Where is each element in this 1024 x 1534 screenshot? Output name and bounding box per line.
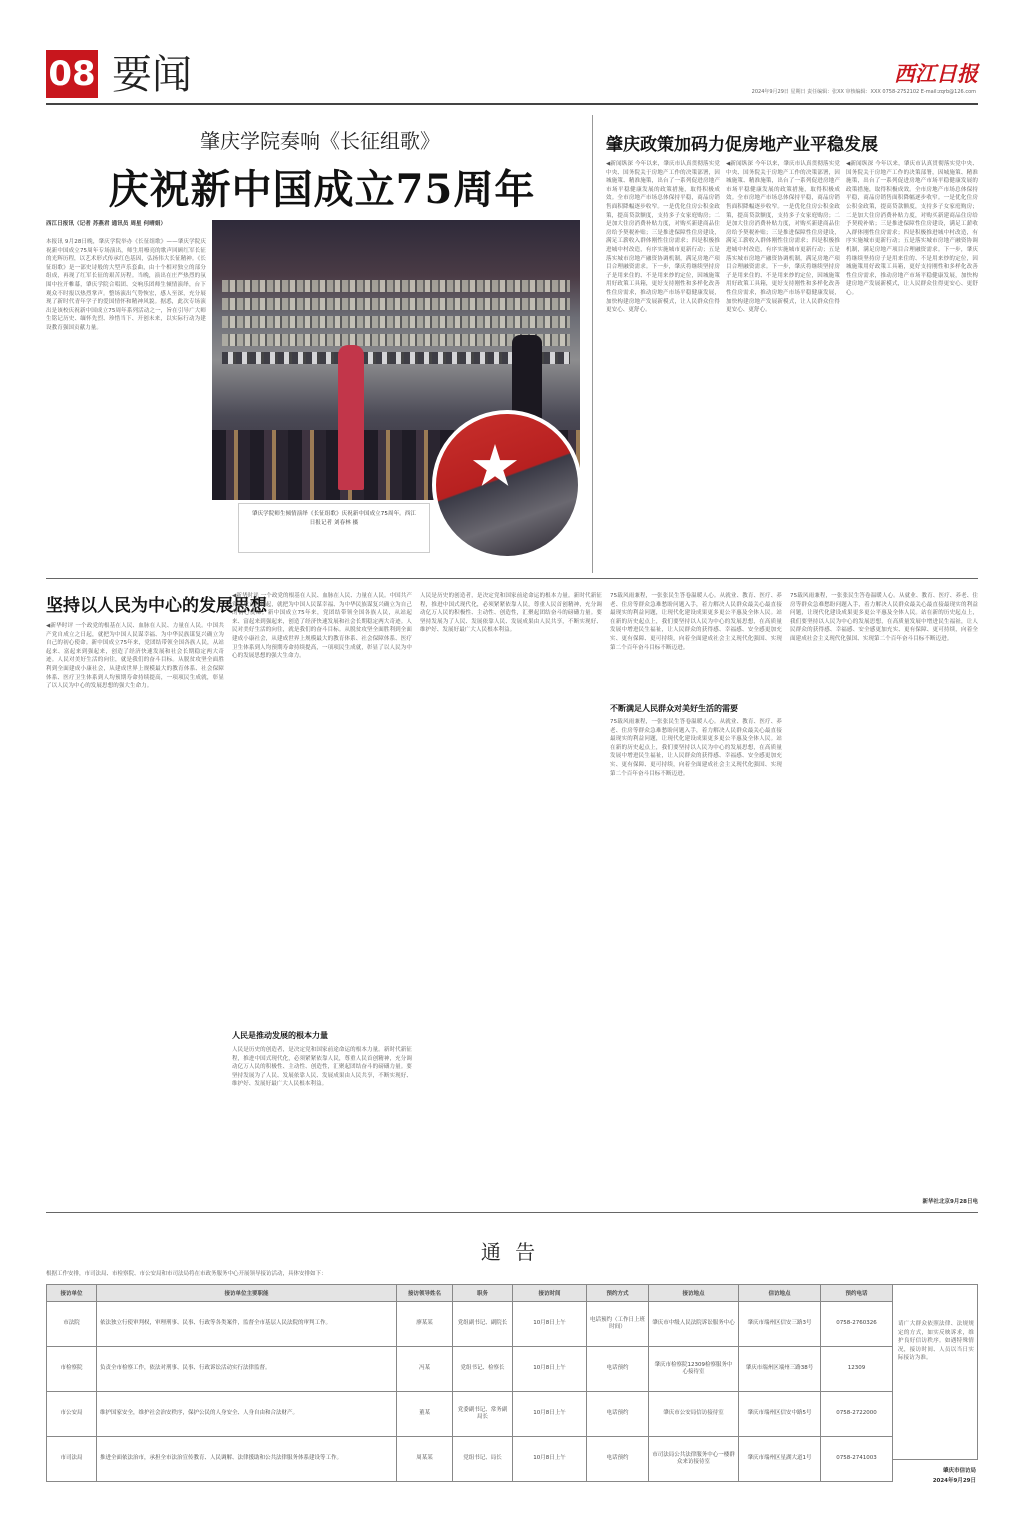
table-cell: 依法独立行使审判权，审理刑事、民事、行政等各类案件，监督全市基层人民法院的审判工作。: [97, 1302, 397, 1347]
flag-inset-photo: [432, 410, 582, 560]
table-cell: 负责全市检察工作，依法对刑事、民事、行政诉讼活动实行法律监督。: [97, 1347, 397, 1392]
article3-col1: ◀新华时评 一个政党的根基在人民、血脉在人民、力量在人民。中国共产党自成立之日起，就把为中国人民谋幸福、为中华民族谋复兴确立为自己的初心使命。新中国成立75年来，党团结带领全国各族人民，从站起来、富起来到强起来，创造了经济快速发展和社会长期稳定两大奇迹。人民对美好生活的向往，就是我们的奋斗目标。从脱贫攻坚全面胜利到全面建成小康社会，从建成世界上规模最大的教育体系、社会保障体系、医疗卫生体系到人均预期寿命持续提高，一项项民生成就，彰显了以人民为中心的发展思想的强大生命力。: [46, 623, 224, 690]
table-cell: 推进全面依法治市，承担全市法治宣传教育、人民调解、法律援助和公共法律服务体系建设等工作。: [97, 1437, 397, 1482]
masthead-rule: [46, 103, 978, 105]
table-row: [47, 1437, 893, 1482]
photo-caption: 肇庆学院师生倾情演绎《长征组歌》庆祝新中国成立75周年。西江日报记者 刘春林 摄: [251, 511, 416, 526]
table-cell: 肇庆市端州区信安中路5号: [739, 1392, 821, 1437]
table-cell: 10月8日上午: [513, 1347, 587, 1392]
table-cell: 10月8日上午: [513, 1392, 587, 1437]
article2-headline: 肇庆政策加码力促房地产业平稳发展: [606, 135, 878, 155]
table-cell: 党组书记、局长: [453, 1437, 513, 1482]
table-cell: 市检察院: [47, 1347, 97, 1392]
notice-intro: 根据工作安排，市司法局、市检察院、市公安局和市司法局将在市政务服务中心开展领导接访活动，具体安排如下：: [46, 1271, 327, 1277]
table-cell: 市法院: [47, 1302, 97, 1347]
section-rule-2: [46, 1212, 978, 1213]
notice-title: 通 告: [480, 1240, 540, 1264]
star-emblem-icon: [472, 444, 518, 490]
article3-col5: 75载风雨兼程，一张张民生答卷温暖人心。从就业、教育、医疗、养老、住房等群众急难愁盼问题入手，着力解决人民群众最关心最直接最现实的利益问题，让现代化建设成果更多更公平惠及全体人民。站在新的历史起点上，我们要坚持以人民为中心的发展思想，在高质量发展中增进民生福祉，让人民群众的获得感、幸福感、安全感更加充实、更有保障、更可持续，向着全面建成社会主义现代化强国、实现第二个百年奋斗目标不断迈进。: [790, 593, 978, 642]
article2-col3: ◀新闻纵深 今年以来，肇庆市认真贯彻落实党中央、国务院关于房地产工作的决策部署，因城施策、精准施策，出台了一系列促进房地产市场平稳健康发展的政策措施，取得积极成效。全市房地产市场总体保持平稳，商品房销售面积降幅逐步收窄。一是优化住房公积金政策，提高贷款额度，支持多子女家庭购房；二是加大住房消费补贴力度，对购买新建商品住房给予契税补贴；三是推进保障性住房建设，满足工薪收入群体刚性住房需求；四是积极推进城中村改造，有序实施城市更新行动；五是落实城市房地产融资协调机制，满足房地产项目合理融资需求。下一步，肇庆将继续坚持房子是用来住的、不是用来炒的定位，因城施策用好政策工具箱，更好支持刚性和多样化改善性住房需求，推动房地产市场平稳健康发展，加快构建房地产发展新模式，让人民群众住得更安心、更舒心。: [846, 161, 978, 296]
notice-issuer: 肇庆市信访局: [942, 1468, 976, 1474]
table-cell: 10月8日上午: [513, 1302, 587, 1347]
table-cell: 维护国家安全，维护社会治安秩序，保护公民的人身安全、人身自由和合法财产。: [97, 1392, 397, 1437]
table-cell: 党组副书记、副院长: [453, 1302, 513, 1347]
section-title: 要闻: [112, 52, 192, 98]
notice-table-wrap: [46, 1284, 892, 1482]
table-cell: 12309: [821, 1347, 893, 1392]
table-cell: 10月8日上午: [513, 1437, 587, 1482]
table-cell: 党组书记、检察长: [453, 1347, 513, 1392]
table-cell: 廖某某: [397, 1302, 453, 1347]
article3-subhead2: 不断满足人民群众对美好生活的需要: [610, 704, 738, 713]
table-cell: 市公安局: [47, 1392, 97, 1437]
article3-col3: 人民是历史的创造者，是决定党和国家前途命运的根本力量。新时代新征程，推进中国式现代化，必须紧紧依靠人民，尊重人民首创精神，充分调动亿万人民的积极性、主动性、创造性，汇聚起团结奋斗的磅礴力量。要坚持发展为了人民、发展依靠人民、发展成果由人民共享，不断实现好、维护好、发展好最广大人民根本利益。: [420, 593, 602, 634]
article1-headline: 庆祝新中国成立75周年: [108, 166, 536, 213]
table-cell: 肇庆市端州区端州三路38号: [739, 1347, 821, 1392]
article3-col2b: 人民是历史的创造者，是决定党和国家前途命运的根本力量。新时代新征程，推进中国式现代化，必须紧紧依靠人民，尊重人民首创精神，充分调动亿万人民的积极性、主动性、创造性，汇聚起团结奋斗的磅礴力量。要坚持发展为了人民、发展依靠人民、发展成果由人民共享，不断实现好、维护好、发展好最广大人民根本利益。: [232, 1047, 412, 1088]
table-cell: 肇庆市中级人民法院诉讼服务中心: [649, 1302, 739, 1347]
article3-col2: ◀新华时评 一个政党的根基在人民、血脉在人民、力量在人民。中国共产党自成立之日起，就把为中国人民谋幸福、为中华民族谋复兴确立为自己的初心使命。新中国成立75年来，党团结带领全国各族人民，从站起来、富起来到强起来，创造了经济快速发展和社会长期稳定两大奇迹。人民对美好生活的向往，就是我们的奋斗目标。从脱贫攻坚全面胜利到全面建成小康社会，从建成世界上规模最大的教育体系、社会保障体系、医疗卫生体系到人均预期寿命持续提高，一项项民生成就，彰显了以人民为中心的发展思想的强大生命力。: [232, 593, 412, 660]
notice-date: 2024年9月29日: [932, 1478, 976, 1484]
notice-table: [46, 1284, 893, 1482]
table-cell: 市司法局公共法律服务中心一楼群众来访接待室: [649, 1437, 739, 1482]
header-unit: 接访单位: [47, 1285, 97, 1302]
notice-table-header-row: [47, 1285, 893, 1302]
table-cell: 肇庆市公安局信访接待室: [649, 1392, 739, 1437]
table-row: [47, 1392, 893, 1437]
masthead-info-line: 2024年9月29日 星期日 责任编辑：张XX 审核编辑：XXX 0758-2752102 E-mail:zqrb@126.com: [751, 89, 976, 95]
section-rule-1: [46, 578, 978, 579]
article3-col4: 75载风雨兼程，一张张民生答卷温暖人心。从就业、教育、医疗、养老、住房等群众急难愁盼问题入手，着力解决人民群众最关心最直接最现实的利益问题，让现代化建设成果更多更公平惠及全体人民。站在新的历史起点上，我们要坚持以人民为中心的发展思想，在高质量发展中增进民生福祉，让人民群众的获得感、幸福感、安全感更加充实、更有保障、更可持续，向着全面建成社会主义现代化强国、实现第二个百年奋斗目标不断迈进。: [610, 593, 782, 651]
header-time: 接访时间: [513, 1285, 587, 1302]
table-cell: 0758-2741003: [821, 1437, 893, 1482]
header-title: 职务: [453, 1285, 513, 1302]
article2-col1: ◀新闻纵深 今年以来，肇庆市认真贯彻落实党中央、国务院关于房地产工作的决策部署，因城施策、精准施策，出台了一系列促进房地产市场平稳健康发展的政策措施，取得积极成效。全市房地产市场总体保持平稳，商品房销售面积降幅逐步收窄。一是优化住房公积金政策，提高贷款额度，支持多子女家庭购房；二是加大住房消费补贴力度，对购买新建商品住房给予契税补贴；三是推进保障性住房建设，满足工薪收入群体刚性住房需求；四是积极推进城中村改造，有序实施城市更新行动；五是落实城市房地产融资协调机制，满足房地产项目合理融资需求。下一步，肇庆将继续坚持房子是用来住的、不是用来炒的定位，因城施策用好政策工具箱，更好支持刚性和多样化改善性住房需求，推动房地产市场平稳健康发展，加快构建房地产发展新模式，让人民群众住得更安心、更舒心。: [606, 161, 720, 314]
singer-red-dress: [338, 345, 364, 490]
header-booking: 预约方式: [587, 1285, 649, 1302]
table-cell: 市司法局: [47, 1437, 97, 1482]
table-cell: 电话预约（工作日上班时间）: [587, 1302, 649, 1347]
table-cell: 电话预约: [587, 1437, 649, 1482]
article1-kicker: 肇庆学院奏响《长征组歌》: [200, 129, 440, 153]
table-cell: 肇庆市端州区星湖大道1号: [739, 1437, 821, 1482]
table-row: [47, 1347, 893, 1392]
table-cell: 党委副书记、常务副局长: [453, 1392, 513, 1437]
table-cell: 董某: [397, 1392, 453, 1437]
article1-byline: 西江日报讯（记者 苏燕君 通讯员 周星 何晴娟）: [46, 221, 167, 227]
article3-subhead1: 人民是推动发展的根本力量: [232, 1031, 328, 1040]
header-duty: 接访单位主要职能: [97, 1285, 397, 1302]
table-cell: 冯某: [397, 1347, 453, 1392]
article3-sign: 新华社北京9月28日电: [922, 1199, 978, 1205]
paper-logo: 西江日报: [894, 61, 978, 86]
notice-side-note: 请广大群众依照法律、法规规定的方式，如实反映诉求，维护良好信访秩序。如遇特殊情况，接访时间、人员以当日实际接访为准。: [898, 1321, 974, 1362]
header-leader: 接访领导姓名: [397, 1285, 453, 1302]
table-cell: 肇庆市端州区信安三路3号: [739, 1302, 821, 1347]
table-cell: 0758-2722000: [821, 1392, 893, 1437]
page-number-badge: 08: [46, 50, 98, 98]
article3-headline: 坚持以人民为中心的发展思想: [46, 596, 267, 616]
table-cell: 周某某: [397, 1437, 453, 1482]
table-cell: 0758-2760326: [821, 1302, 893, 1347]
table-cell: 肇庆市检察院12309检察服务中心接待室: [649, 1347, 739, 1392]
header-petition-address: 信访地点: [739, 1285, 821, 1302]
article2-col2: ◀新闻纵深 今年以来，肇庆市认真贯彻落实党中央、国务院关于房地产工作的决策部署，因城施策、精准施策，出台了一系列促进房地产市场平稳健康发展的政策措施，取得积极成效。全市房地产市场总体保持平稳，商品房销售面积降幅逐步收窄。一是优化住房公积金政策，提高贷款额度，支持多子女家庭购房；二是加大住房消费补贴力度，对购买新建商品住房给予契税补贴；三是推进保障性住房建设，满足工薪收入群体刚性住房需求；四是积极推进城中村改造，有序实施城市更新行动；五是落实城市房地产融资协调机制，满足房地产项目合理融资需求。下一步，肇庆将继续坚持房子是用来住的、不是用来炒的定位，因城施策用好政策工具箱，更好支持刚性和多样化改善性住房需求，推动房地产市场平稳健康发展，加快构建房地产发展新模式，让人民群众住得更安心、更舒心。: [726, 161, 840, 314]
table-cell: 电话预约: [587, 1347, 649, 1392]
header-location: 接访地点: [649, 1285, 739, 1302]
article1-body: 本报讯 9月28日晚，肇庆学院举办《长征组歌》——肇庆学院庆祝新中国成立75周年专场演出，师生用嘹亮的歌声回顾红军长征的光辉历程，以艺术形式传承红色基因，弘扬伟大长征精神。《长征组歌》是一部史诗般的大型声乐套曲，由十个相对独立的部分组成，再现了红军长征的艰苦历程。当晚，演出在庄严热烈的氛围中拉开帷幕，肇庆学院合唱团、交响乐团师生倾情演绎，台下观众不时报以热烈掌声。整场演出气势恢宏，感人至深，充分展现了新时代青年学子的爱国情怀和精神风貌。据悉，此次专场演出是该校庆祝新中国成立75周年系列活动之一，旨在引导广大师生铭记历史、缅怀先烈、珍惜当下、开创未来，以实际行动为建设教育强国贡献力量。: [46, 239, 206, 331]
column-divider: [592, 115, 593, 573]
article3-col4b: 75载风雨兼程，一张张民生答卷温暖人心。从就业、教育、医疗、养老、住房等群众急难愁盼问题入手，着力解决人民群众最关心最直接最现实的利益问题，让现代化建设成果更多更公平惠及全体人民。站在新的历史起点上，我们要坚持以人民为中心的发展思想，在高质量发展中增进民生福祉，让人民群众的获得感、幸福感、安全感更加充实、更有保障、更可持续，向着全面建成社会主义现代化强国、实现第二个百年奋斗目标不断迈进。: [610, 719, 782, 777]
table-cell: 电话预约: [587, 1392, 649, 1437]
header-phone: 预约电话: [821, 1285, 893, 1302]
table-row: [47, 1302, 893, 1347]
